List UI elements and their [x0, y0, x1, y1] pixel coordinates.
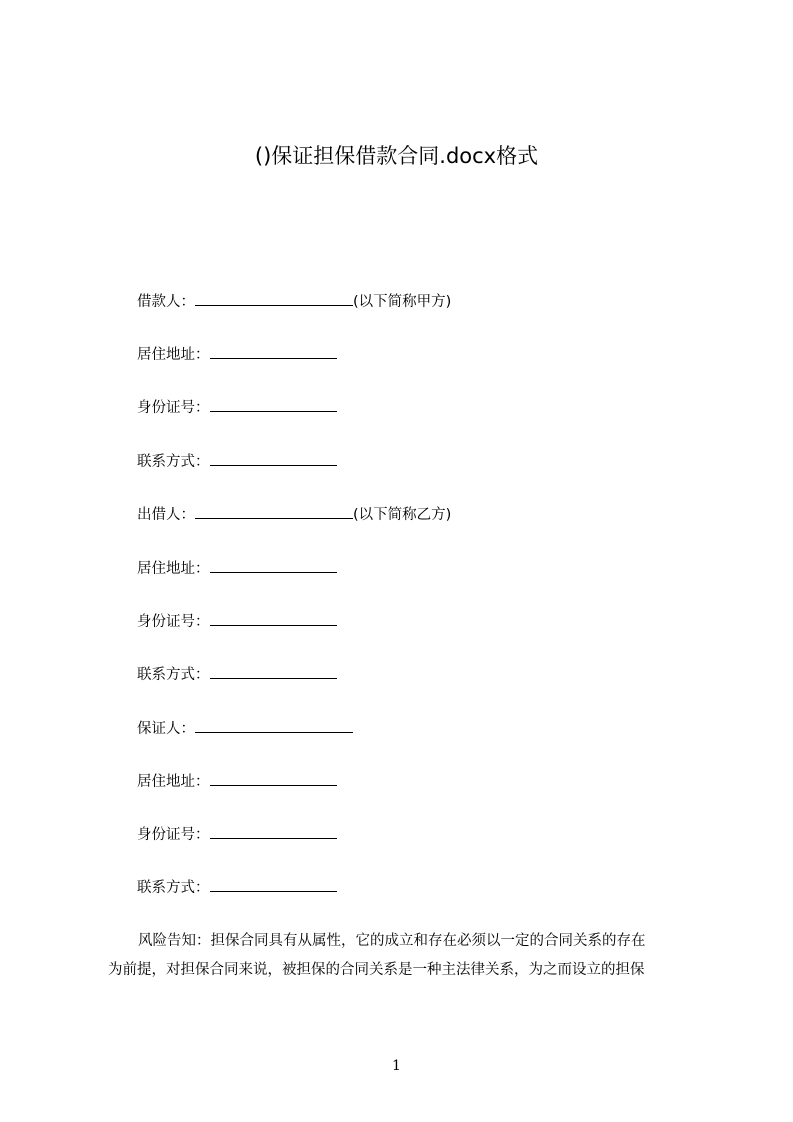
field-suffix: (以下简称甲方)	[353, 294, 452, 310]
guarantor-contact-field	[137, 877, 337, 898]
field-label: 居住地址：	[137, 347, 210, 363]
borrower-id-field	[137, 397, 337, 418]
blank-line	[210, 451, 337, 466]
field-label: 联系方式：	[137, 667, 210, 683]
field-label: 身份证号：	[137, 827, 210, 843]
blank-line	[195, 718, 353, 733]
blank-line	[210, 824, 337, 839]
guarantor-id-field	[137, 824, 337, 845]
lender-id-field	[137, 611, 337, 632]
risk-notice-line: 风险告知：担保合同具有从属性，它的成立和存在必须以一定的合同关系的存在	[138, 933, 646, 949]
guarantor-name-field	[137, 718, 353, 739]
borrower-address-field	[137, 344, 337, 365]
field-label: 居住地址：	[137, 774, 210, 790]
field-label: 出借人：	[137, 507, 195, 523]
blank-line	[195, 291, 353, 306]
risk-notice-paragraph	[108, 927, 708, 985]
lender-address-field	[137, 558, 337, 579]
field-suffix: (以下简称乙方)	[353, 507, 452, 523]
field-label: 居住地址：	[137, 561, 210, 577]
page-number: 1	[392, 1058, 401, 1074]
lender-name-field	[137, 504, 451, 525]
borrower-name-field	[137, 291, 451, 312]
borrower-contact-field	[137, 451, 337, 472]
blank-line	[210, 664, 337, 679]
field-label: 身份证号：	[137, 614, 210, 630]
field-label: 借款人：	[137, 294, 195, 310]
blank-line	[210, 397, 337, 412]
field-label: 联系方式：	[137, 454, 210, 470]
field-label: 联系方式：	[137, 880, 210, 896]
blank-line	[210, 344, 337, 359]
blank-line	[195, 504, 353, 519]
document-title: ()保证担保借款合同.docx格式	[254, 144, 539, 168]
field-label: 身份证号：	[137, 400, 210, 416]
field-label: 保证人：	[137, 721, 195, 737]
blank-line	[210, 771, 337, 786]
blank-line	[210, 877, 337, 892]
blank-line	[210, 558, 337, 573]
guarantor-address-field	[137, 771, 337, 792]
risk-notice-line: 为前提，对担保合同来说，被担保的合同关系是一种主法律关系，为之而设立的担保	[108, 962, 645, 978]
blank-line	[210, 611, 337, 626]
lender-contact-field	[137, 664, 337, 685]
